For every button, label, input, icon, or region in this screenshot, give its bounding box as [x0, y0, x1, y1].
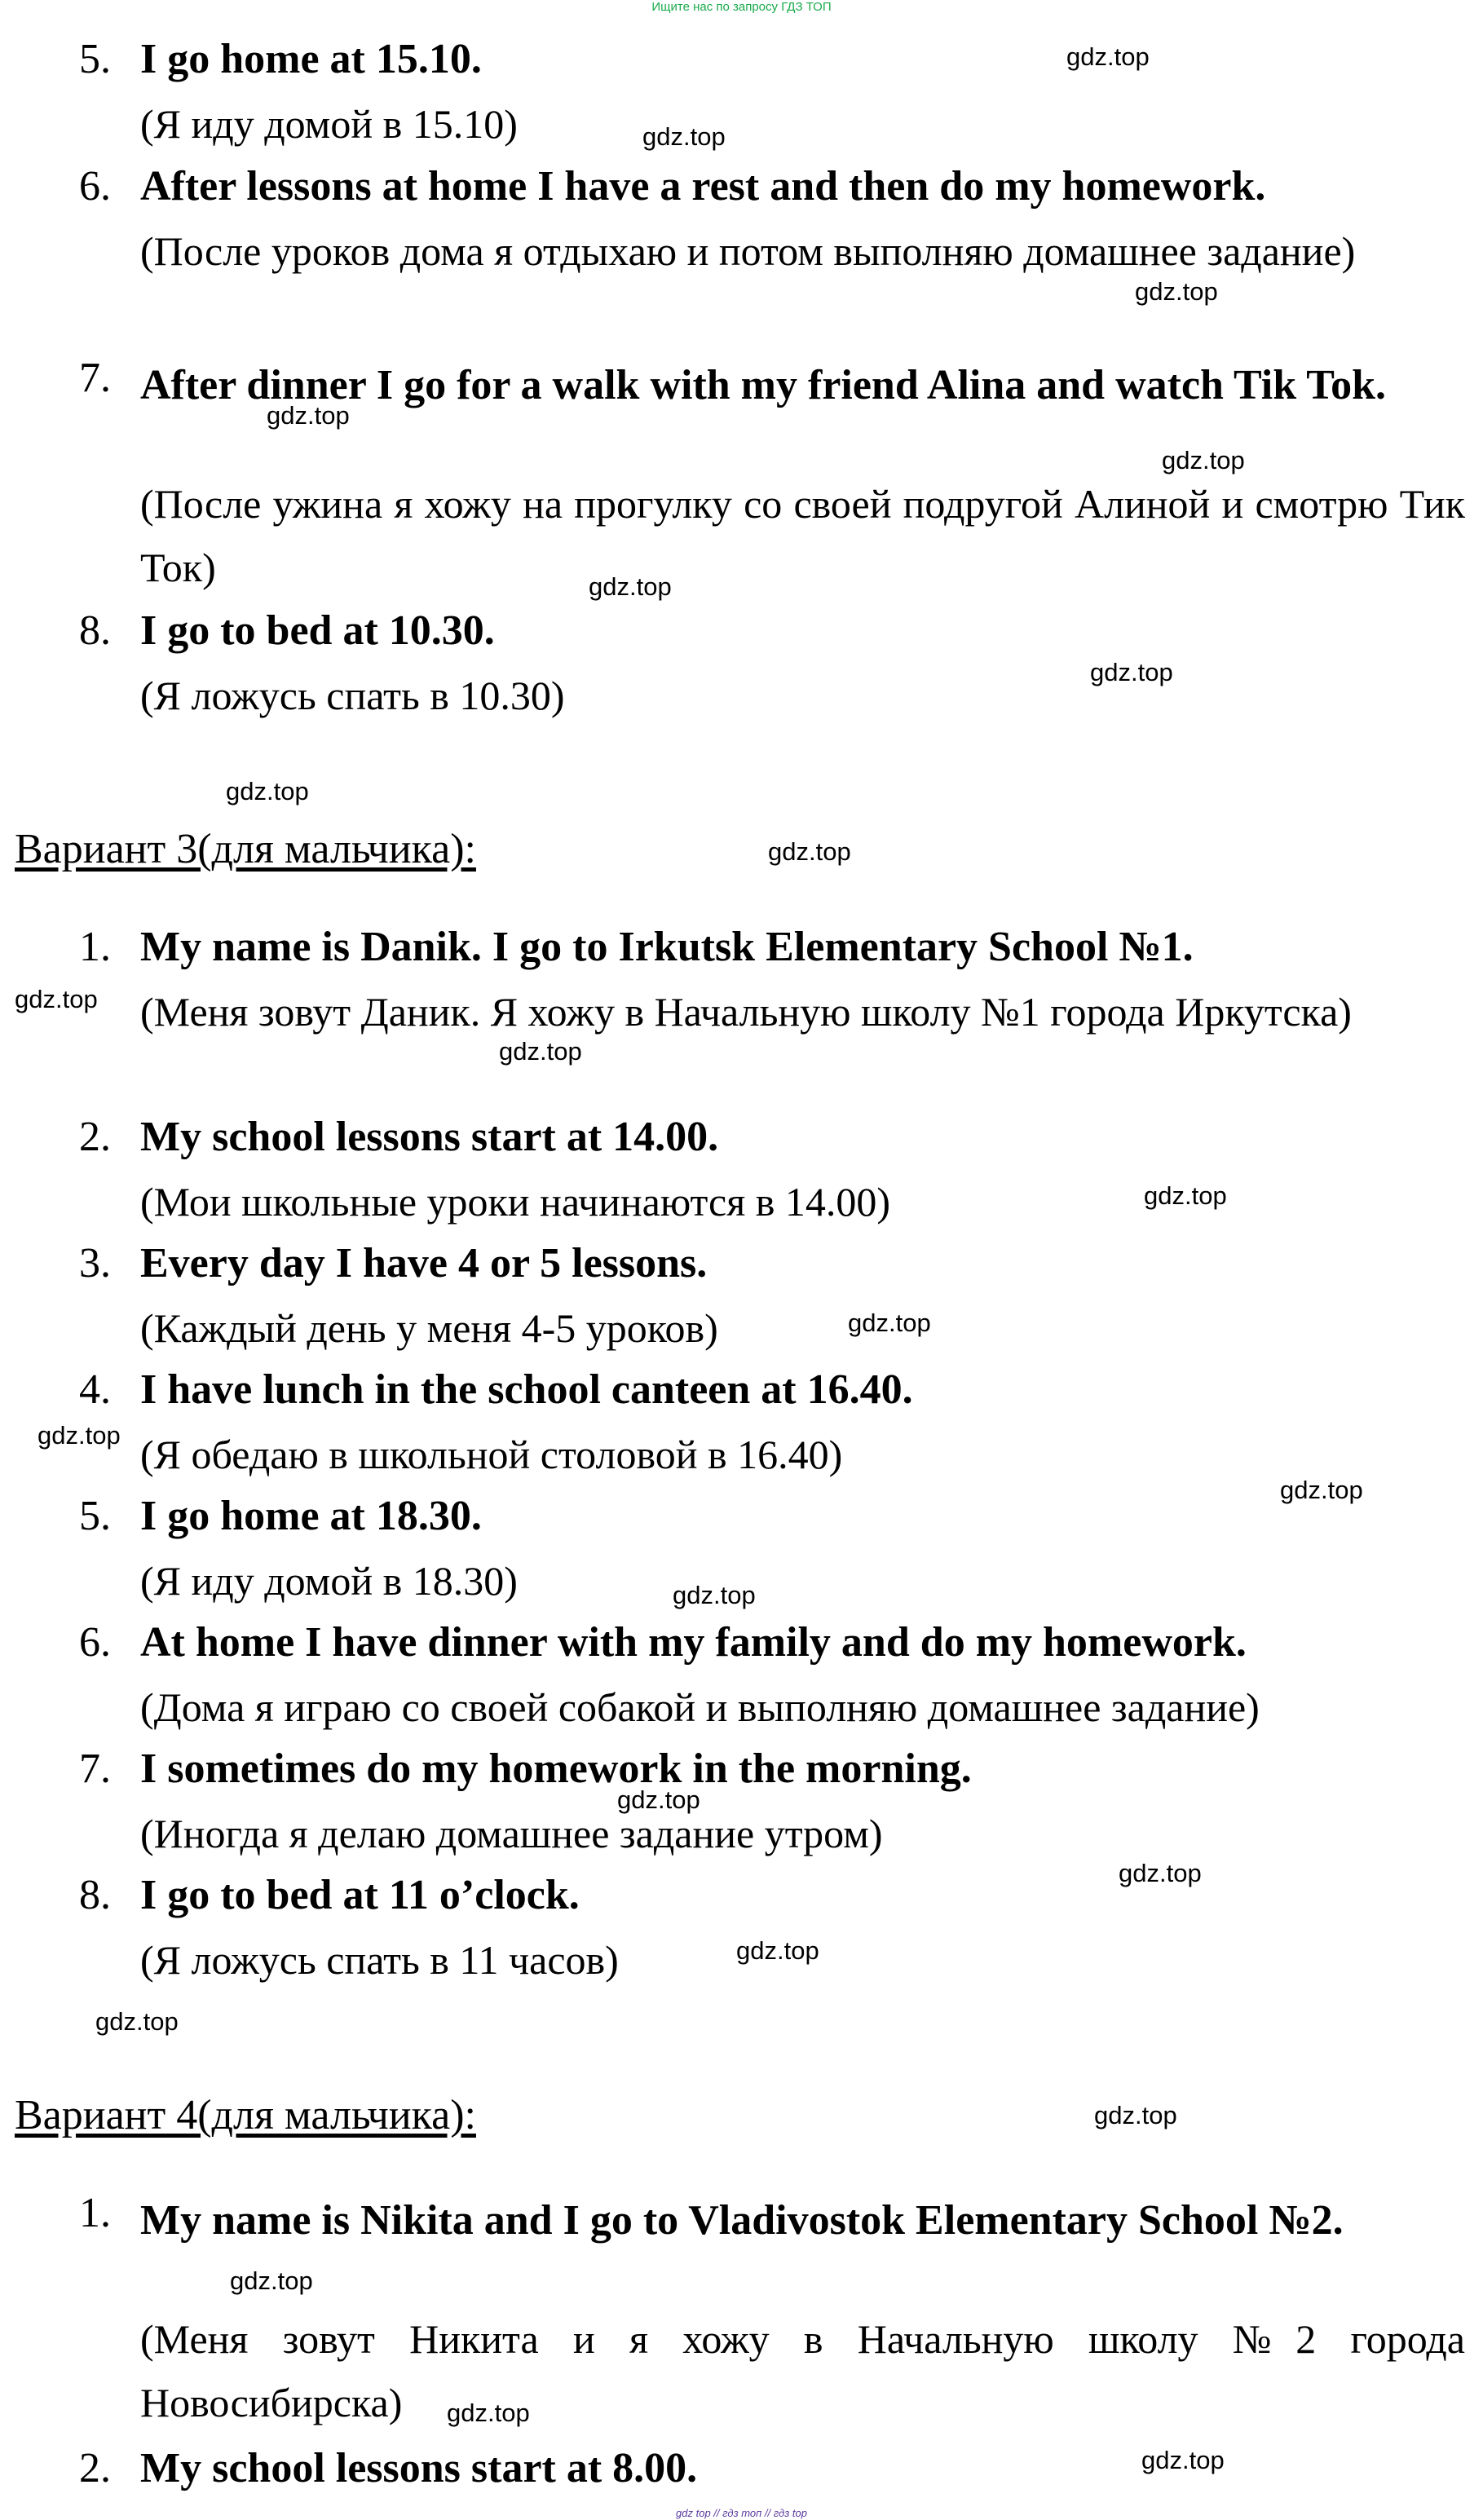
watermark: gdz.top [447, 2399, 530, 2427]
watermark: gdz.top [673, 1581, 756, 1609]
search-banner[interactable]: Ищите нас по запросу ГДЗ ТОП [651, 0, 832, 14]
item-number: 5. [79, 1493, 111, 1539]
watermark: gdz.top [1162, 446, 1245, 474]
item-number: 7. [79, 355, 111, 401]
english-sentence: My school lessons start at 14.00. [140, 1114, 719, 1160]
watermark: gdz.top [1280, 1476, 1363, 1504]
russian-translation: (Меня зовут Никита и я хожу в Начальную школу №2 города Новосибирска) [140, 2316, 1465, 2425]
watermark: gdz.top [267, 401, 350, 430]
russian-translation: (Каждый день у меня 4-5 уроков) [140, 1305, 718, 1351]
english-sentence: At home I have dinner with my family and do my homework. [140, 1619, 1247, 1666]
item-number: 8. [79, 1872, 111, 1918]
watermark: gdz.top [1135, 277, 1218, 306]
item-number: 8. [79, 607, 111, 654]
russian-translation: (После ужина я хожу на прогулку со своей подругой Алиной и смотрю Тик Ток) [140, 481, 1465, 590]
watermark: gdz.top [1144, 1181, 1227, 1210]
item-number: 1. [79, 924, 111, 970]
watermark: gdz.top [768, 837, 851, 866]
watermark: gdz.top [1141, 2446, 1225, 2474]
russian-translation: (Я ложусь спать в 10.30) [140, 673, 565, 718]
variant-3-heading: Вариант 3(для мальчика): [15, 826, 476, 872]
watermark: gdz.top [230, 2266, 313, 2295]
item-number: 4. [79, 1366, 111, 1413]
watermark: gdz.top [848, 1309, 931, 1337]
watermark: gdz.top [642, 122, 726, 151]
english-sentence: I have lunch in the school canteen at 16.40. [140, 1366, 913, 1413]
watermark: gdz.top [15, 985, 98, 1013]
russian-translation: (Иногда я делаю домашнее задание утром) [140, 1811, 883, 1856]
english-sentence: I go to bed at 10.30. [140, 607, 495, 654]
english-sentence: My name is Danik. I go to Irkutsk Elementary School №1. [140, 924, 1194, 970]
watermark: gdz.top [1066, 42, 1150, 71]
watermark: gdz.top [1094, 2101, 1177, 2129]
english-sentence: I go home at 18.30. [140, 1493, 482, 1539]
english-sentence: Every day I have 4 or 5 lessons. [140, 1240, 708, 1286]
english-sentence: After dinner I go for a walk with my friend Alina and watch Tik Tok. [140, 362, 1387, 408]
english-sentence: After lessons at home I have a rest and then do my homework. [140, 163, 1266, 210]
russian-translation: (Меня зовут Даник. Я хожу в Начальную школу №1 города Иркутска) [140, 989, 1352, 1035]
russian-translation: (Я ложусь спать в 11 часов) [140, 1937, 619, 1983]
watermark: gdz.top [1119, 1859, 1202, 1887]
item-number: 2. [79, 1114, 111, 1160]
watermark: gdz.top [95, 2007, 179, 2036]
footer-links[interactable]: gdz top // гдз топ // гдз top [676, 2507, 807, 2519]
item-number: 5. [79, 36, 111, 82]
watermark: gdz.top [1090, 658, 1173, 686]
item-number: 3. [79, 1240, 111, 1286]
watermark: gdz.top [38, 1421, 121, 1450]
russian-translation: (После уроков дома я отдыхаю и потом выполняю домашнее задание) [140, 228, 1356, 274]
english-sentence: I sometimes do my homework in the morning. [140, 1745, 972, 1792]
russian-translation: (Мои школьные уроки начинаются в 14.00) [140, 1179, 890, 1225]
watermark: gdz.top [226, 777, 309, 805]
watermark: gdz.top [736, 1936, 819, 1965]
item-number: 6. [79, 1619, 111, 1666]
watermark: gdz.top [589, 572, 672, 601]
russian-translation: (Дома я играю со своей собакой и выполняю домашнее задание) [140, 1684, 1260, 1730]
russian-translation: (Я обедаю в школьной столовой в 16.40) [140, 1432, 843, 1477]
russian-translation: (Я иду домой в 15.10) [140, 101, 518, 147]
english-sentence: I go to bed at 11 o’clock. [140, 1872, 580, 1918]
watermark: gdz.top [499, 1037, 582, 1066]
item-number: 7. [79, 1745, 111, 1792]
variant-4-heading: Вариант 4(для мальчика): [15, 2092, 476, 2138]
item-number: 1. [79, 2190, 111, 2236]
item-number: 2. [79, 2445, 111, 2491]
english-sentence: My school lessons start at 8.00. [140, 2445, 698, 2491]
english-sentence: I go home at 15.10. [140, 36, 482, 82]
russian-translation: (Я иду домой в 18.30) [140, 1558, 518, 1604]
item-number: 6. [79, 163, 111, 210]
watermark: gdz.top [617, 1785, 700, 1814]
english-sentence: My name is Nikita and I go to Vladivostok Elementary School №2. [140, 2197, 1344, 2244]
